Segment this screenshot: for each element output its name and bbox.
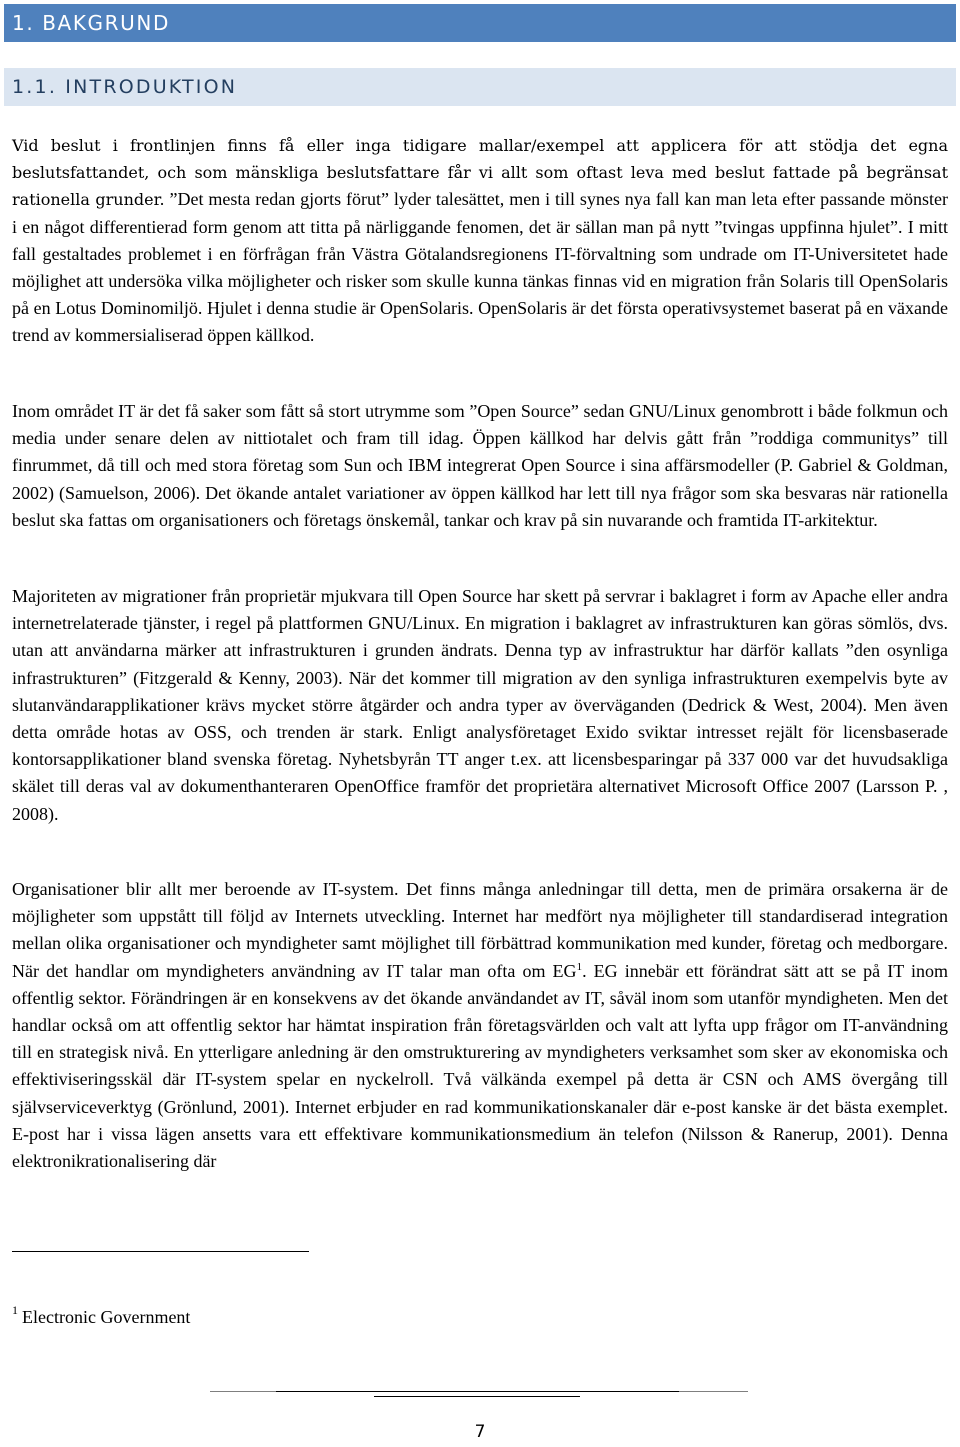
section-heading: 1.1. INTRODUKTION [4,68,956,106]
footnote [12,1305,190,1328]
paragraph-intro-part-c: I mitt fall gestaltades problemet i en förfrågan från Västra Götalandsregionens IT-förvaltning som undrade om IT-Universitetet hade möjlighet att undersöka vilka möjligheter och risker som skulle kunna tänkas finnas vid en migration från Solaris till OpenSolaris på en Lotus Dominomiljö. Hjulet i denna studie är OpenSolaris. OpenSolaris är det första operativsystemet baserat på en växande trend av kommersialiserad öppen källkod. [12,216,949,346]
chapter-heading: 1. BAKGRUND [4,4,956,42]
footnote-separator [12,1251,309,1252]
paragraph-open-source: Inom området IT är det få saker som fått så stort utrymme som ”Open Source” sedan GNU/Linux genombrott i både folkmun och media under senare delen av nittiotalet och fram till idag. Öppen källkod har delvis gått från ”roddiga communitys” till finrummet, då till och med stora företag som Sun och IBM integrerat Open Source i sina affärsmodeller (P. Gabriel & Goldman, 2002) (Samuelson, 2006). Det ökande antalet variationer av öppen källkod har lett till nya frågor som ska besvaras när rationella beslut ska fattas om organisationers och företags önskemål, tankar och krav på sin nuvarande och framtida IT-arkitektur. [12,401,948,530]
footnote-number: 1 [12,1303,18,1317]
paragraph-intro [12,132,948,350]
paragraph-intro-part-b: ”Det mesta redan gjorts förut” lyder talesättet, men i till synes nya fall kan man leta efter passande mönster i en något differentierad form genom att titta på närliggande fenomen, det är sällan man på nytt ”tvingas uppfinna hjulet”. [12,189,948,237]
footnote-reference[interactable]: 1 [576,960,583,973]
page-number: 7 [474,1422,486,1442]
footnote-text: Electronic Government [22,1307,191,1327]
footer-divider-middle [276,1391,679,1392]
paragraph-organisations-part-b: . EG innebär ett förändrat sätt att se på IT inom offentlig sektor. Förändringen är en konsekvens av det ökande användandet av IT, såväl inom som utanför myndigheten. Men det handlar också om att offentlig sektor har hämtat inspiration från företagsvärlden och valt att lyfta upp frågor om IT-användning till en strategisk nivå. En ytterligare anledning är den omstrukturering av myndigheters verksamhet som sker av ekonomiska och effektiviseringsskäl där IT-system spelar en nyckelroll. Två välkända exempel på detta är CSN och AMS övergång till självserviceverktyg (Grönlund, 2001). Internet erbjuder en rad kommunikationskanaler där e-post kanske är det bästa exemplet. E-post har i vissa lägen ansetts vara ett effektivare kommunikationsmedium än telefon (Nilsson & Ranerup, 2001). Denna elektronikrationalisering där [12,960,948,1172]
footer-divider-inner [374,1396,580,1397]
paragraph-migrations: Majoriteten av migrationer från proprietär mjukvara till Open Source har skett på servrar i baklagret i form av Apache eller andra internetrelaterade tjänster, i regel på plattformen GNU/Linux. En migration i baklagret av infrastrukturen kan göras sömlös, dvs. utan att användarna märker att infrastrukturen i grunden ändrats. Denna typ av infrastruktur har därför kallats ”den osynliga infrastrukturen” (Fitzgerald & Kenny, 2003). När det kommer till migration av den synliga infrastrukturen exempelvis byte av slutanvändarapplikationer krävs mycket större åtgärder och andra typer av överväganden (Dedrick & West, 2004). Men även detta område hotas av OSS, och trenden är stark. Enligt analysföretaget Exido sviktar intresset rejält för licensbaserade kontorsapplikationer bland svenska företag. Nyhetsbyrån TT anger t.ex. att licensbesparingar på 337 000 var det huvudsakliga skälet till deras val av dokumenthanteraren OpenOffice framför det proprietära alternativet Microsoft Office 2007 (Larsson P. , 2008). [12,586,948,824]
paragraph-intro-part-a: Vid beslut i frontlinjen finns få eller inga tidigare mallar/exempel att applicera för att stödja det egna beslutsfattandet, och som mänskliga beslutsfattare får vi allt som oftast leva med beslut fattade på begränsat rationella grunder. [12,136,948,210]
paragraph-organisations-part-a: Organisationer blir allt mer beroende av IT-system. Det finns många anledningar till detta, men de primära orsakerna är de möjligheter som uppstått till följd av Internets utveckling. Internet har medfört nya möjligheter till standardiserad integration mellan olika organisationer och myndigheter samt möjlighet till förbättrad kommunikation med kunder, företag och medborgare. När det handlar om myndigheters användning av IT talar man ofta om EG [12,879,948,981]
paragraph-organisations [12,876,948,1175]
